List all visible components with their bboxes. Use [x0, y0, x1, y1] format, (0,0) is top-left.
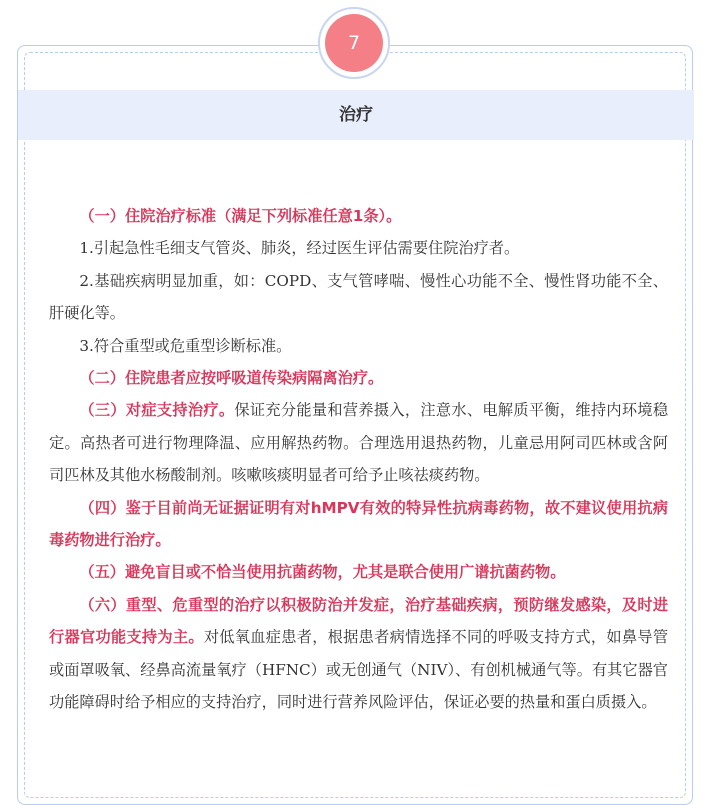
paragraph-inpatient-criteria — [49, 200, 668, 232]
paragraph-criteria-2: 2.基础疾病明显加重，如：COPD、支气管哮喘、慢性心功能不全、慢性肾功能不全、肝硬化等。 — [49, 271, 668, 323]
paragraph-isolation — [49, 362, 668, 394]
isolation-heading: （二）住院患者应按呼吸道传染病隔离治疗。 — [79, 369, 384, 388]
severe-treatment-heading: （六）重型、危重型的治疗以积极防治并发症，治疗基础疾病，预防继发感染，及时进行器官功能支持为主。 — [49, 595, 668, 647]
paragraph-criteria-1: 1.引起急性毛细支气管炎、肺炎，经过医生评估需要住院治疗者。 — [79, 239, 520, 258]
paragraph-antiviral — [49, 492, 668, 557]
paragraph-criteria-3: 3.符合重型或危重型诊断标准。 — [79, 336, 292, 355]
paragraph-severe-treatment — [49, 589, 668, 719]
antibiotics-statement: （五）避免盲目或不恰当使用抗菌药物，尤其是联合使用广谱抗菌药物。 — [79, 563, 566, 582]
section-number-badge: 7 — [325, 14, 383, 72]
paragraph-supportive-treatment — [49, 394, 668, 491]
supportive-treatment-body: 保证充分能量和营养摄入，注意水、电解质平衡，维持内环境稳定。高热者可进行物理降温、应用解热药物。合理选用退热药物，儿童忌用阿司匹林或含阿司匹林及其他水杨酸制剂。咳嗽咳痰明显者可给予止咳祛痰药物。 — [49, 401, 669, 485]
section-title-bar — [18, 90, 694, 140]
supportive-treatment-heading: （三）对症支持治疗。 — [79, 401, 235, 420]
section-title: 治疗 — [339, 105, 373, 125]
antiviral-statement: （四）鉴于目前尚无证据证明有对hMPV有效的特异性抗病毒药物，故不建议使用抗病毒药物进行治疗。 — [49, 498, 668, 550]
treatment-content — [49, 200, 668, 719]
inpatient-criteria-heading: （一）住院治疗标准（满足下列标准任意1条）。 — [79, 207, 402, 225]
paragraph-antibiotics — [49, 556, 668, 588]
severe-treatment-body: 对低氧血症患者，根据患者病情选择不同的呼吸支持方式，如鼻导管或面罩吸氧、经鼻高流量氧疗（HFNC）或无创通气（NIV）、有创机械通气等。有其它器官功能障碍时给予相应的支持治疗，同时进行营养风险评估，保证必要的热量和蛋白质摄入。 — [49, 628, 669, 712]
